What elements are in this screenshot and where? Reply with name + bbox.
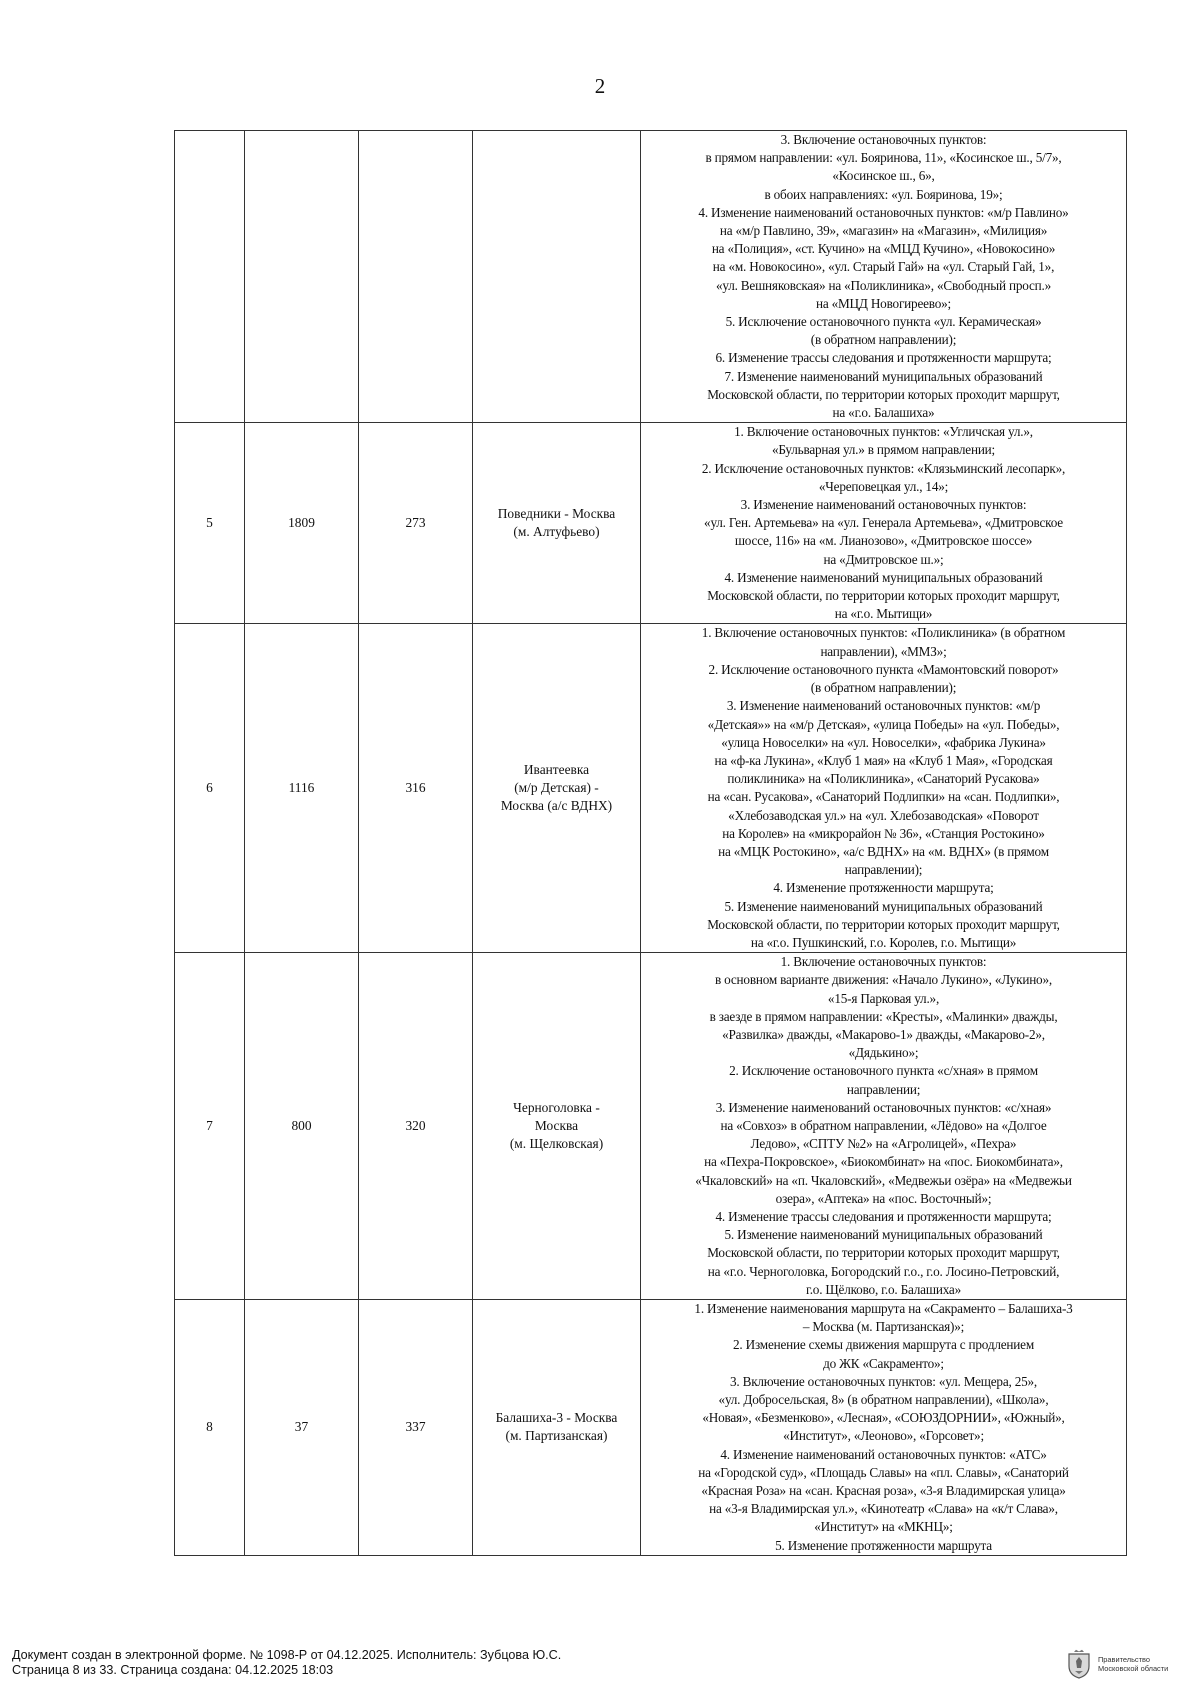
description-line: «Детская»» на «м/р Детская», «улица Победы» на «ул. Победы», (707, 716, 1060, 732)
description-line: на «ф-ка Лукина», «Клуб 1 мая» на «Клуб 1 Мая», «Городская (714, 752, 1053, 768)
description-line: направлении), «ММЗ»; (820, 643, 947, 659)
description-line: «ул. Вешняковская» на «Поликлиника», «Свободный просп.» (715, 277, 1052, 293)
description-line: 2. Исключение остановочного пункта «Мамонтовский поворот» (708, 661, 1059, 677)
description-line: 4. Изменение протяженности маршрута; (773, 880, 994, 896)
cell-col2: 800 (245, 953, 359, 1300)
cell-col3: 337 (359, 1300, 473, 1556)
cell-changes-description (641, 953, 1127, 1300)
route-name-line: Черноголовка - (513, 1099, 600, 1115)
description-line: в обоих направлениях: «ул. Бояринова, 19»; (764, 186, 1003, 202)
description-line: 5. Изменение протяженности маршрута (775, 1537, 992, 1553)
table-row (175, 131, 1127, 423)
description-line: 1. Включение остановочных пунктов: (780, 954, 987, 970)
description-line: Московской области, по территории которых проходит маршрут, (707, 386, 1060, 402)
route-name-line: Поведники - Москва (497, 506, 616, 522)
route-name-line: Москва (534, 1117, 579, 1133)
description-line: на «г.о. Пушкинский, г.о. Королев, г.о. Мытищи» (750, 934, 1017, 950)
description-line: «Хлебозаводская ул.» на «ул. Хлебозаводская» «Поворот (728, 807, 1039, 823)
description-line: 1. Изменение наименования маршрута на «Сакраменто – Балашиха-3 (694, 1301, 1073, 1316)
description-line: 7. Изменение наименований муниципальных образований (724, 368, 1043, 384)
cell-col3 (359, 131, 473, 423)
cell-col2: 37 (245, 1300, 359, 1556)
description-line: на Королев» на «микрорайон № 36», «Станция Ростокино» (722, 825, 1045, 841)
government-logo (1066, 1646, 1196, 1682)
description-line: 4. Изменение наименований остановочных пунктов: «АТС» (720, 1446, 1047, 1462)
footer-document-info: Документ создан в электронной форме. № 1098-Р от 04.12.2025. Исполнитель: Зубцова Ю.С. (12, 1648, 562, 1662)
cell-route-name (473, 953, 641, 1300)
description-line: «Институт», «Леоново», «Горсовет»; (783, 1428, 984, 1444)
description-line: г.о. Щёлково, г.о. Балашиха» (805, 1281, 962, 1297)
description-line: «Косинское ш., 6», (832, 168, 935, 184)
cell-col3: 273 (359, 423, 473, 624)
description-line: «Бульварная ул.» в прямом направлении; (771, 442, 996, 458)
description-line: 5. Исключение остановочного пункта «ул. Керамическая» (725, 314, 1042, 330)
route-name-line: (м. Алтуфьево) (513, 524, 600, 540)
footer-page-info: Страница 8 из 33. Страница создана: 04.12.2025 18:03 (12, 1663, 334, 1677)
description-line: на «3-я Владимирская ул.», «Кинотеатр «Слава» на «к/т Слава», (709, 1501, 1058, 1517)
description-line: на «Дмитровское ш.»; (823, 551, 944, 567)
route-name-line: (м/р Детская) - (514, 780, 599, 796)
description-line: 4. Изменение наименований остановочных пунктов: «м/р Павлино» (698, 204, 1069, 220)
gov-logo-line-2: Московской области (1098, 1664, 1169, 1673)
cell-col3: 316 (359, 624, 473, 953)
description-line: на «г.о. Мытищи» (834, 606, 933, 622)
description-line: «Развилка» дважды, «Макарово-1» дважды, «Макарово-2», (722, 1026, 1045, 1042)
description-line: 3. Изменение наименований остановочных пунктов: «с/хная» (715, 1099, 1052, 1115)
cell-route-name (473, 1300, 641, 1556)
description-line: «ул. Добросельская, 8» (в обратном направлении), «Школа», (718, 1392, 1049, 1408)
description-line: (в обратном направлении); (810, 332, 957, 348)
description-line: на «Пехра-Покровское», «Биокомбинат» на «пос. Биокомбината», (704, 1154, 1063, 1170)
description-line: на «Совхоз» в обратном направлении, «Лёдово» на «Долгое (720, 1117, 1047, 1133)
description-line: в основном варианте движения: «Начало Лукино», «Лукино», (715, 972, 1052, 988)
table-row (175, 1300, 1127, 1556)
description-line: озера», «Аптека» на «пос. Восточный»; (775, 1190, 992, 1206)
cell-changes-description (641, 624, 1127, 953)
table-row (175, 624, 1127, 953)
route-name-line: Балашиха-3 - Москва (495, 1410, 618, 1426)
description-line: направлении; (846, 1081, 921, 1097)
cell-col3: 320 (359, 953, 473, 1300)
route-name-line: (м. Щелковская) (509, 1136, 604, 1152)
description-line: 5. Изменение наименований муниципальных образований (724, 898, 1043, 914)
description-line: Московской области, по территории которых проходит маршрут, (707, 1245, 1060, 1261)
description-line: на «м/р Павлино, 39», «магазин» на «Магазин», «Милиция» (719, 223, 1048, 239)
description-line: 3. Включение остановочных пунктов: «ул. Мещера, 25», (729, 1373, 1038, 1389)
description-line: на «сан. Русакова», «Санаторий Подлипки» на «сан. Подлипки», (707, 789, 1060, 805)
page-number: 2 (594, 74, 606, 98)
description-line: до ЖК «Сакраменто»; (823, 1355, 944, 1371)
description-line: на «м. Новокосино», «ул. Старый Гай» на «ул. Старый Гай, 1», (712, 259, 1055, 275)
route-name-line: Москва (а/с ВДНХ) (500, 798, 613, 814)
description-line: на «Городской суд», «Площадь Славы» на «пл. Славы», «Санаторий (698, 1464, 1069, 1480)
description-line: 2. Изменение схемы движения маршрута с продлением (732, 1337, 1035, 1353)
cell-col2: 1809 (245, 423, 359, 624)
description-line: «Красная Роза» на «сан. Красная роза», «3-я Владимирская улица» (701, 1483, 1066, 1499)
routes-table (174, 130, 1127, 1556)
cell-changes-description (641, 423, 1127, 624)
description-line: 4. Изменение наименований муниципальных образований (724, 569, 1043, 585)
description-line: 1. Включение остановочных пунктов: «Поликлиника» (в обратном (701, 625, 1066, 641)
cell-index: 6 (175, 624, 245, 953)
cell-index: 8 (175, 1300, 245, 1556)
description-line: в прямом направлении: «ул. Бояринова, 11», «Косинское ш., 5/7», (705, 150, 1062, 166)
description-line: «Чкаловский» на «п. Чкаловский», «Медвежьи озёра» на «Медвежьи (695, 1172, 1072, 1188)
description-line: 6. Изменение трассы следования и протяженности маршрута; (715, 350, 1052, 366)
description-line: «Дядькино»; (848, 1045, 919, 1061)
table-row (175, 423, 1127, 624)
description-line: 3. Изменение наименований остановочных пунктов: «м/р (726, 698, 1041, 714)
description-line: поликлиника» на «Поликлиника», «Санаторий Русакова» (727, 771, 1040, 787)
description-line: – Москва (м. Партизанская)»; (802, 1319, 965, 1335)
cell-route-name (473, 131, 641, 423)
description-line: в заезде в прямом направлении: «Кресты», «Малинки» дважды, (709, 1008, 1058, 1024)
cell-col2 (245, 131, 359, 423)
description-line: 5. Изменение наименований муниципальных образований (724, 1227, 1043, 1243)
description-line: (в обратном направлении); (810, 680, 957, 696)
description-line: 3. Изменение наименований остановочных пунктов: (740, 497, 1027, 513)
description-line: «Новая», «Безменково», «Лесная», «СОЮЗДОРНИИ», «Южный», (702, 1410, 1065, 1426)
description-line: Ледово», «СПТУ №2» на «Агролицей», «Пехра» (750, 1136, 1017, 1152)
description-line: Московской области, по территории которых проходит маршрут, (707, 588, 1060, 604)
route-name-line: Ивантеевка (523, 762, 590, 777)
cell-changes-description (641, 1300, 1127, 1556)
government-logo-text (1098, 1655, 1168, 1673)
description-line: 2. Исключение остановочных пунктов: «Клязьминский лесопарк», (701, 460, 1066, 476)
document-footer (12, 1648, 561, 1678)
description-line: на «г.о. Балашиха» (832, 405, 935, 421)
gov-logo-line-1: Правительство (1098, 1655, 1150, 1664)
description-line: Московской области, по территории которых проходит маршрут, (707, 916, 1060, 932)
description-line: 2. Исключение остановочного пункта «с/хная» в прямом (729, 1063, 1038, 1079)
description-line: на «г.о. Черноголовка, Богородский г.о., г.о. Лосино-Петровский, (707, 1263, 1060, 1279)
description-line: шоссе, 116» на «м. Лианозово», «Дмитровское шоссе» (734, 533, 1033, 549)
table-row (175, 953, 1127, 1300)
description-line: на «МЦД Новогиреево»; (815, 295, 952, 311)
cell-index: 5 (175, 423, 245, 624)
description-line: «15-я Парковая ул.», (827, 990, 940, 1006)
description-line: на «МЦК Ростокино», «а/с ВДНХ» на «м. ВДНХ» (в прямом (718, 843, 1049, 859)
description-line: «ул. Ген. Артемьева» на «ул. Генерала Артемьева», «Дмитровское (704, 515, 1063, 531)
description-line: «Череповецкая ул., 14»; (818, 478, 949, 494)
cell-changes-description (641, 131, 1127, 423)
cell-route-name (473, 423, 641, 624)
description-line: на «Полиция», «ст. Кучино» на «МЦД Кучино», «Новокосино» (711, 241, 1056, 257)
description-line: 4. Изменение трассы следования и протяженности маршрута; (715, 1208, 1052, 1224)
cell-route-name (473, 624, 641, 953)
route-name-line: (м. Партизанская) (505, 1428, 608, 1444)
cell-col2: 1116 (245, 624, 359, 953)
cell-index: 7 (175, 953, 245, 1300)
routes-table-body (175, 131, 1127, 1556)
description-line: 1. Включение остановочных пунктов: «Угличская ул.», (734, 424, 1033, 440)
description-line: «Институт» на «МКНЦ»; (814, 1519, 953, 1535)
description-line: «улица Новоселки» на «ул. Новоселки», «фабрика Лукина» (721, 734, 1046, 750)
description-line: 3. Включение остановочных пунктов: (780, 132, 987, 147)
cell-index (175, 131, 245, 423)
moscow-oblast-coat-of-arms-icon (1066, 1649, 1092, 1679)
description-line: направлении); (844, 862, 923, 878)
